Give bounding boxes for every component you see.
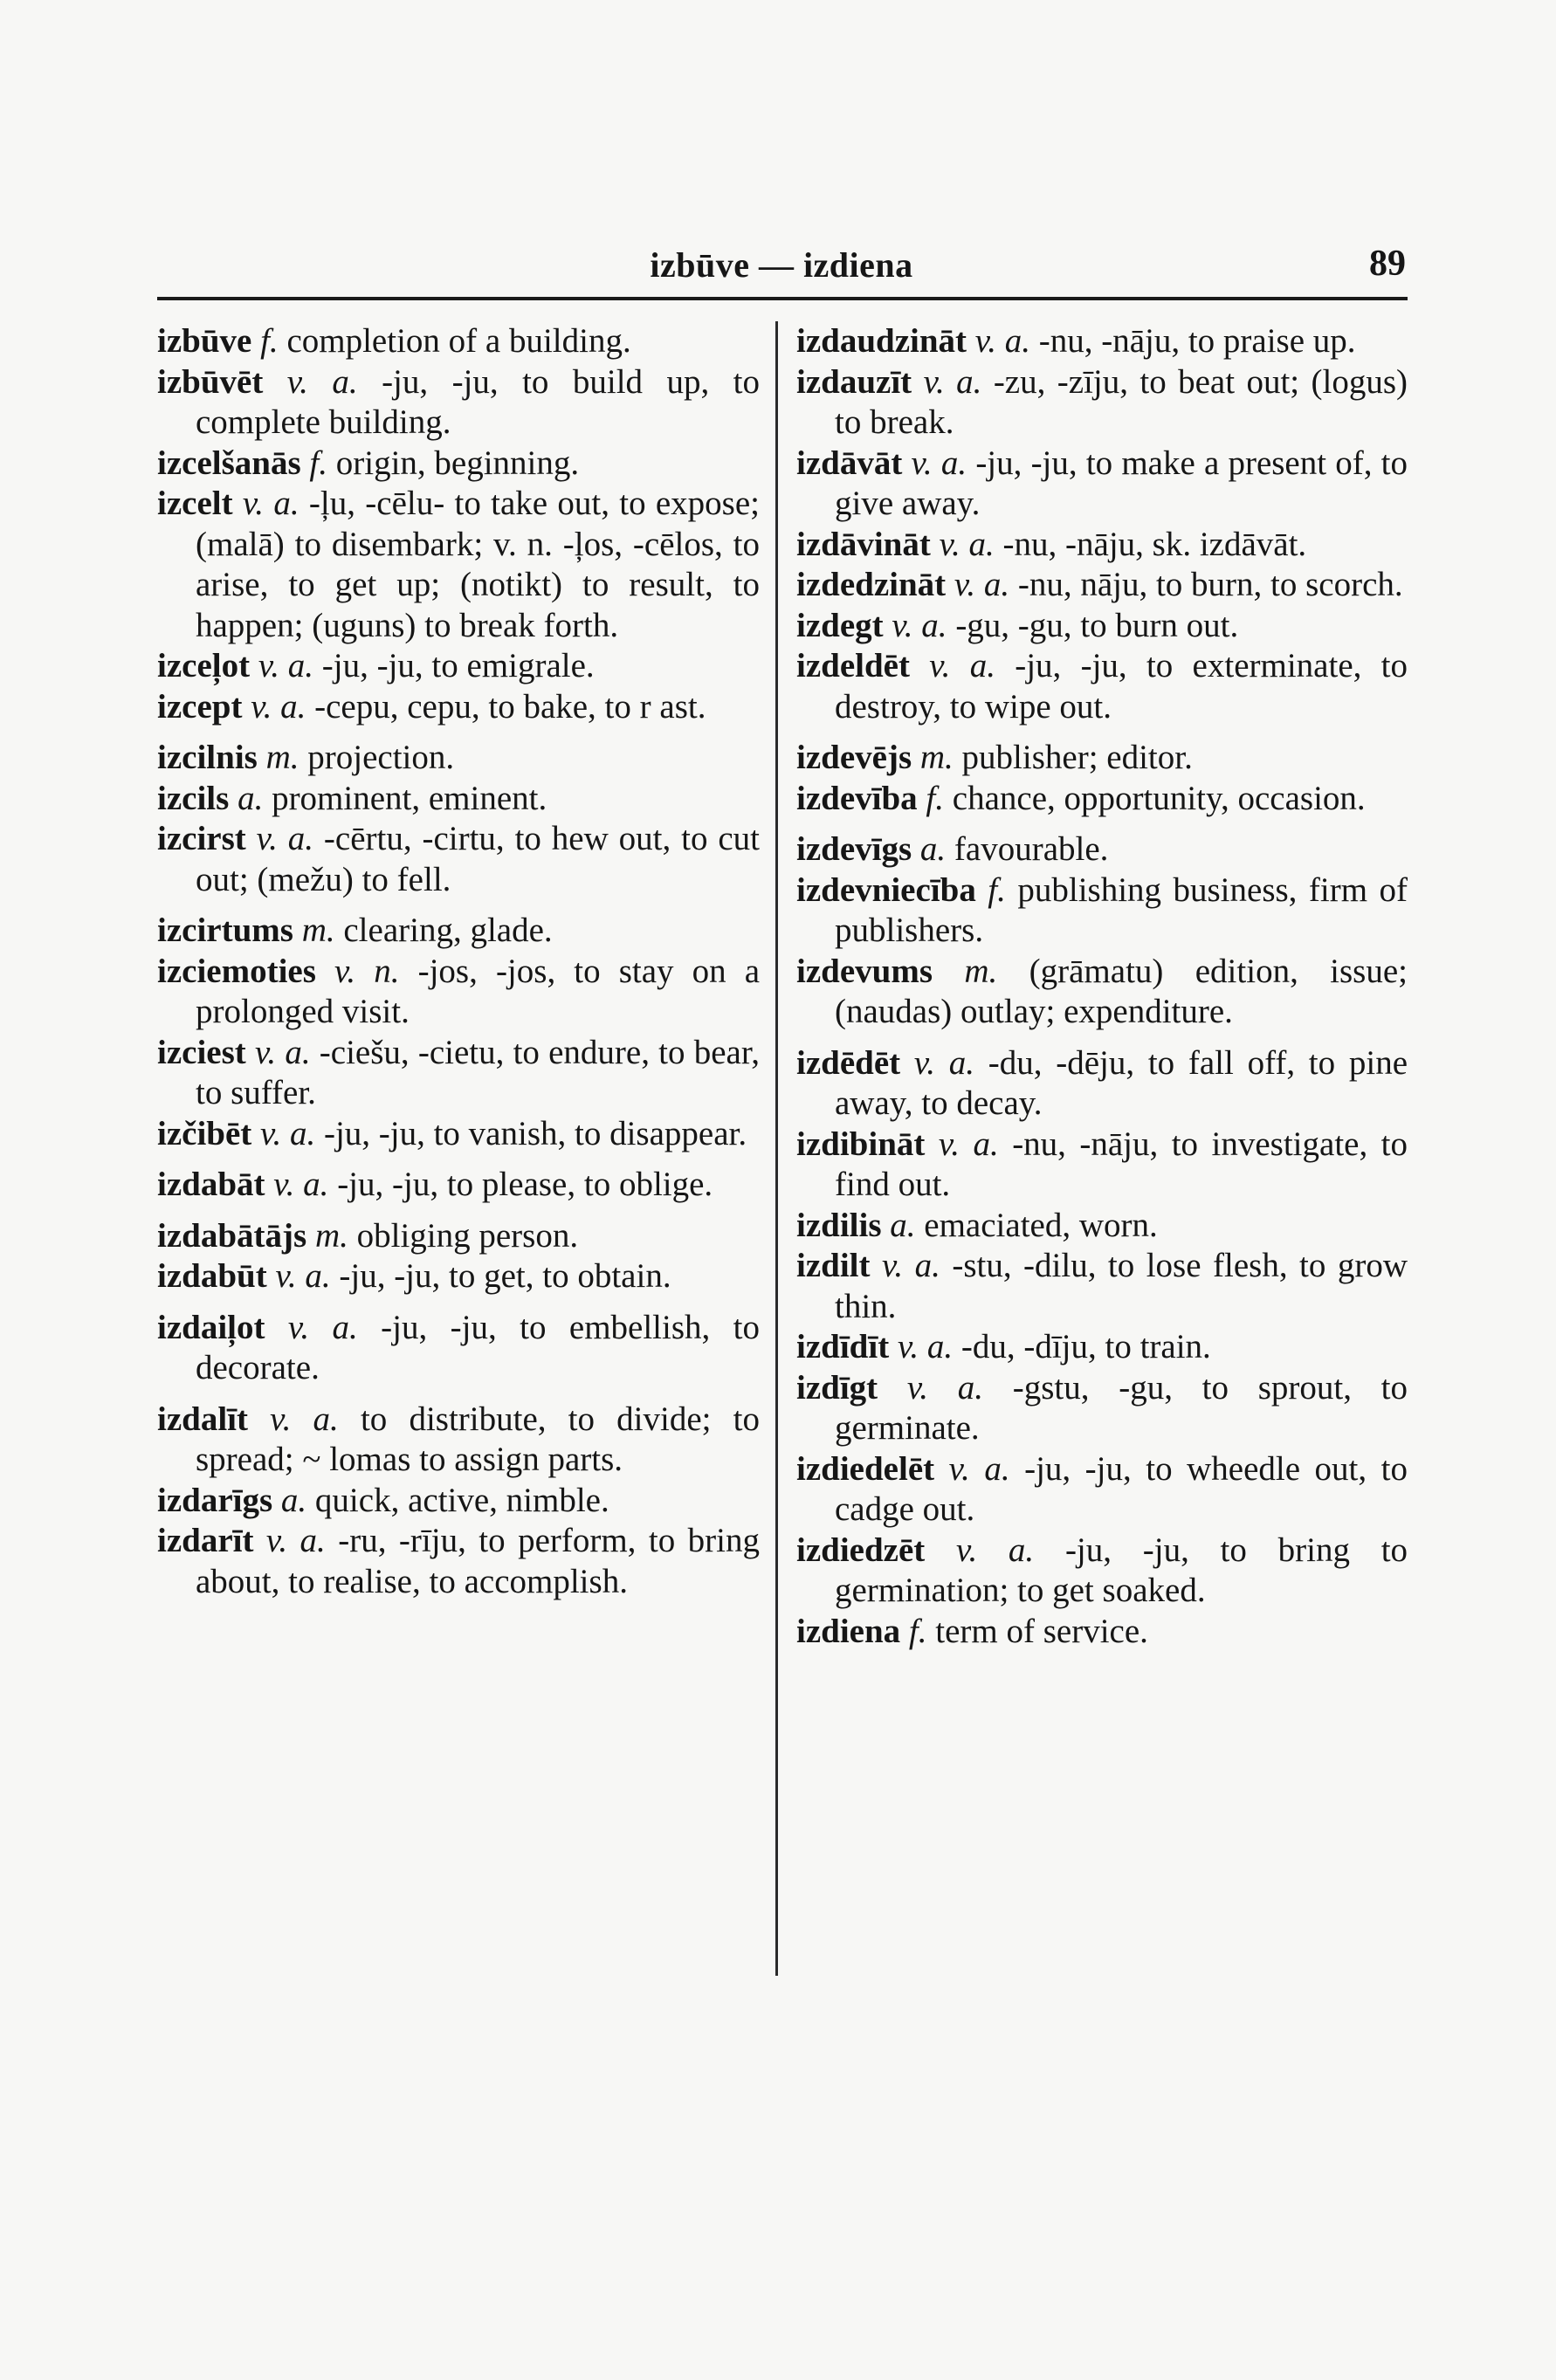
dictionary-entry <box>157 1165 760 1206</box>
definition: -jos, -jos, to stay on a prolonged visit. <box>196 952 761 1030</box>
dictionary-entry <box>796 362 1408 444</box>
headword: izdiedzēt <box>796 1530 926 1569</box>
headword: izciest <box>157 1033 246 1071</box>
dictionary-entry <box>157 819 760 900</box>
definition: -ju, -ju, to build up, to complete building. <box>196 362 760 441</box>
part-of-speech: a. <box>280 1481 307 1519</box>
dictionary-entry <box>157 484 760 646</box>
dictionary-entry <box>157 911 760 952</box>
part-of-speech: v. a. <box>287 1308 358 1346</box>
headword: izdaiļot <box>157 1308 265 1346</box>
dictionary-entry <box>796 444 1408 525</box>
part-of-speech: v. a. <box>286 362 358 401</box>
definition: obliging person. <box>356 1216 579 1255</box>
part-of-speech: v. n. <box>334 952 400 990</box>
dictionary-entry <box>796 952 1408 1033</box>
part-of-speech: v. a. <box>897 1328 954 1365</box>
dictionary-entry <box>157 1400 760 1481</box>
dictionary-entry <box>796 1125 1408 1206</box>
dictionary-entry <box>796 321 1408 362</box>
part-of-speech: v. a. <box>273 1166 329 1203</box>
part-of-speech: v. a. <box>954 566 1010 603</box>
headword: izcelšanās <box>157 444 301 482</box>
headword: izdegt <box>796 606 884 644</box>
dictionary-entry <box>796 1530 1408 1612</box>
definition: -cērtu, -cirtu, to hew out, to cut out; (mežu) to fell. <box>196 820 761 898</box>
headword: izdiedelēt <box>796 1449 935 1488</box>
part-of-speech: v. a. <box>906 1368 984 1407</box>
part-of-speech: v. a. <box>251 687 306 726</box>
part-of-speech: v. a. <box>275 1257 331 1295</box>
definition: -ju, -ju, to emigrale. <box>321 647 595 684</box>
headword: izdīgt <box>796 1368 878 1407</box>
definition: -ju, -ju, to embellish, to decorate. <box>196 1308 761 1386</box>
running-head: izbūve — izdiena <box>650 245 913 285</box>
dictionary-entry <box>157 1308 760 1389</box>
definition: (grāmatu) edition, issue; (naudas) outlay; expenditure. <box>835 952 1408 1030</box>
part-of-speech: v. a. <box>929 647 995 684</box>
headword: izdedzināt <box>796 566 947 603</box>
dictionary-entry <box>796 1368 1408 1449</box>
dictionary-entry <box>796 1043 1408 1125</box>
definition: -zu, -zīju, to beat out; (logus) to break. <box>835 362 1408 441</box>
definition: -ciešu, -cietu, to endure, to bear, to suffer. <box>196 1033 761 1111</box>
definition: term of service. <box>935 1612 1148 1650</box>
part-of-speech: m. <box>314 1216 348 1255</box>
header-rule <box>157 297 1408 300</box>
part-of-speech: f. <box>309 444 327 482</box>
part-of-speech: v. a. <box>956 1530 1035 1569</box>
definition: -ļu, -cēlu- to take out, to expose; (malā) to disembark; v. n. -ļos, -cēlos, to arise, to get up; (notikt) to result, to happen; (uguns) to break forth. <box>196 485 761 644</box>
part-of-speech: v. a. <box>881 1247 940 1284</box>
headword: izceļot <box>157 647 251 684</box>
page-number: 89 <box>1369 244 1406 284</box>
dictionary-entry <box>157 1256 760 1297</box>
definition: -nu, -nāju, to praise up. <box>1038 322 1356 360</box>
definition: -nu, -nāju, sk. izdāvāt. <box>1002 525 1307 563</box>
definition: -nu, nāju, to burn, to scorch. <box>1017 566 1403 603</box>
left-column <box>157 321 760 1602</box>
dictionary-entry <box>796 1206 1408 1247</box>
definition: projection. <box>307 739 455 776</box>
definition: -du, -dīju, to train. <box>960 1328 1211 1365</box>
part-of-speech: v. a. <box>256 820 313 857</box>
part-of-speech: v. a. <box>265 1522 326 1559</box>
definition: clearing, glade. <box>343 911 553 949</box>
headword: izdāvāt <box>796 444 903 482</box>
headword: izdevīgs <box>796 830 912 868</box>
definition: chance, opportunity, occasion. <box>952 779 1366 817</box>
dictionary-entry <box>157 362 760 444</box>
dictionary-entry <box>157 687 760 728</box>
definition: -ru, -rīju, to perform, to bring about, to realise, to accomplish. <box>196 1522 760 1600</box>
dictionary-entry <box>796 1612 1408 1653</box>
definition: quick, active, nimble. <box>314 1481 609 1519</box>
dictionary-entry <box>157 646 760 687</box>
definition: -du, -dēju, to fall off, to pine away, to decay. <box>835 1043 1408 1122</box>
headword: izdevums <box>796 952 933 990</box>
part-of-speech: m. <box>919 739 954 776</box>
dictionary-entry <box>157 1114 760 1155</box>
part-of-speech: v. a. <box>974 322 1030 360</box>
definition: to distribute, to divide; to spread; ~ lomas to assign parts. <box>196 1400 761 1478</box>
definition: completion of a building. <box>286 322 631 360</box>
definition: -gstu, -gu, to sprout, to germinate. <box>835 1368 1408 1447</box>
definition: -ju, -ju, to get, to obtain. <box>339 1257 671 1295</box>
headword: izdīdīt <box>796 1328 890 1365</box>
headword: izdevība <box>796 779 918 817</box>
part-of-speech: v. a. <box>260 1114 316 1152</box>
dictionary-entry <box>157 1521 760 1602</box>
page-header <box>157 236 1406 288</box>
dictionary-entry <box>796 525 1408 566</box>
part-of-speech: a. <box>919 830 947 868</box>
headword: izdāvināt <box>796 525 931 563</box>
part-of-speech: m. <box>265 739 299 776</box>
part-of-speech: v. a. <box>242 485 299 522</box>
dictionary-entry <box>157 321 760 362</box>
headword: izcilnis <box>157 739 258 776</box>
definition: publisher; editor. <box>961 739 1193 776</box>
definition: -ju, -ju, to exterminate, to destroy, to wipe out. <box>835 647 1408 726</box>
definition: -nu, -nāju, to investigate, to find out. <box>835 1125 1408 1203</box>
dictionary-entry <box>796 870 1408 952</box>
headword: izbūve <box>157 322 252 360</box>
headword: izdarīt <box>157 1522 254 1559</box>
definition: favourable. <box>954 830 1109 868</box>
dictionary-entry <box>157 738 760 779</box>
part-of-speech: v. a. <box>258 647 314 684</box>
dictionary-entry <box>796 1327 1408 1368</box>
headword: izdibināt <box>796 1125 926 1163</box>
part-of-speech: v. a. <box>948 1449 1010 1488</box>
headword: izdabāt <box>157 1166 265 1203</box>
headword: izdeldēt <box>796 647 910 684</box>
headword: izdalīt <box>157 1400 248 1438</box>
dictionary-entry <box>796 565 1408 606</box>
headword: izcirst <box>157 820 246 857</box>
definition: emaciated, worn. <box>924 1206 1158 1244</box>
headword: izcils <box>157 779 230 817</box>
headword: izcept <box>157 687 243 726</box>
dictionary-entry <box>796 779 1408 820</box>
dictionary-entry <box>796 829 1408 870</box>
headword: izdēdēt <box>796 1043 901 1082</box>
headword: izbūvēt <box>157 362 264 401</box>
part-of-speech: a. <box>238 779 264 817</box>
dictionary-entry <box>157 1033 760 1114</box>
dictionary-entry <box>157 1216 760 1257</box>
headword: izdevējs <box>796 739 912 776</box>
part-of-speech: v. a. <box>913 1043 975 1082</box>
definition: -cepu, cepu, to bake, to r ast. <box>314 687 706 726</box>
definition: -ju, -ju, to wheedle out, to cadge out. <box>835 1449 1408 1528</box>
dictionary-entry <box>796 738 1408 779</box>
definition: -stu, -dilu, to lose flesh, to grow thin. <box>835 1247 1408 1325</box>
part-of-speech: m. <box>964 952 998 990</box>
dictionary-entry <box>157 952 760 1033</box>
definition: -ju, -ju, to bring to germination; to get soaked. <box>835 1530 1408 1609</box>
part-of-speech: v. a. <box>911 444 967 482</box>
headword: izdevniecība <box>796 870 976 909</box>
dictionary-entry <box>796 1246 1408 1327</box>
headword: izdaudzināt <box>796 322 967 360</box>
part-of-speech: v. a. <box>938 1125 999 1163</box>
part-of-speech: v. a. <box>270 1400 339 1438</box>
headword: izdauzīt <box>796 362 912 401</box>
headword: izdiena <box>796 1612 901 1650</box>
definition: prominent, eminent. <box>272 779 547 817</box>
dictionary-entry <box>157 1481 760 1522</box>
definition: -ju, -ju, to please, to oblige. <box>337 1166 713 1203</box>
definition: -gu, -gu, to burn out. <box>955 606 1239 644</box>
part-of-speech: v. a. <box>892 606 947 644</box>
headword: izcirtums <box>157 911 293 949</box>
dictionary-entry <box>796 606 1408 647</box>
part-of-speech: a. <box>890 1206 916 1244</box>
definition: -ju, -ju, to make a present of, to give away. <box>835 444 1408 522</box>
headword: izciemoties <box>157 952 316 990</box>
part-of-speech: f. <box>988 870 1006 909</box>
dictionary-entry <box>796 1449 1408 1530</box>
headword: izdilt <box>796 1247 871 1284</box>
headword: izdabātājs <box>157 1216 307 1255</box>
dictionary-entry <box>157 444 760 485</box>
part-of-speech: f. <box>926 779 945 817</box>
headword: izčibēt <box>157 1114 252 1152</box>
headword: izdilis <box>796 1206 882 1244</box>
part-of-speech: v. a. <box>939 525 995 563</box>
part-of-speech: v. a. <box>923 362 982 401</box>
headword: izdabūt <box>157 1257 267 1295</box>
part-of-speech: v. a. <box>254 1033 311 1071</box>
dictionary-entry <box>796 646 1408 727</box>
definition: publishing business, firm of publishers. <box>835 870 1408 949</box>
part-of-speech: f. <box>260 322 279 360</box>
right-column <box>796 321 1408 1652</box>
dictionary-entry <box>157 779 760 820</box>
column-divider <box>775 321 778 1976</box>
definition: -ju, -ju, to vanish, to disappear. <box>323 1114 747 1152</box>
part-of-speech: m. <box>301 911 335 949</box>
definition: origin, beginning. <box>335 444 580 482</box>
headword: izcelt <box>157 485 233 522</box>
headword: izdarīgs <box>157 1481 273 1519</box>
part-of-speech: f. <box>908 1612 927 1650</box>
